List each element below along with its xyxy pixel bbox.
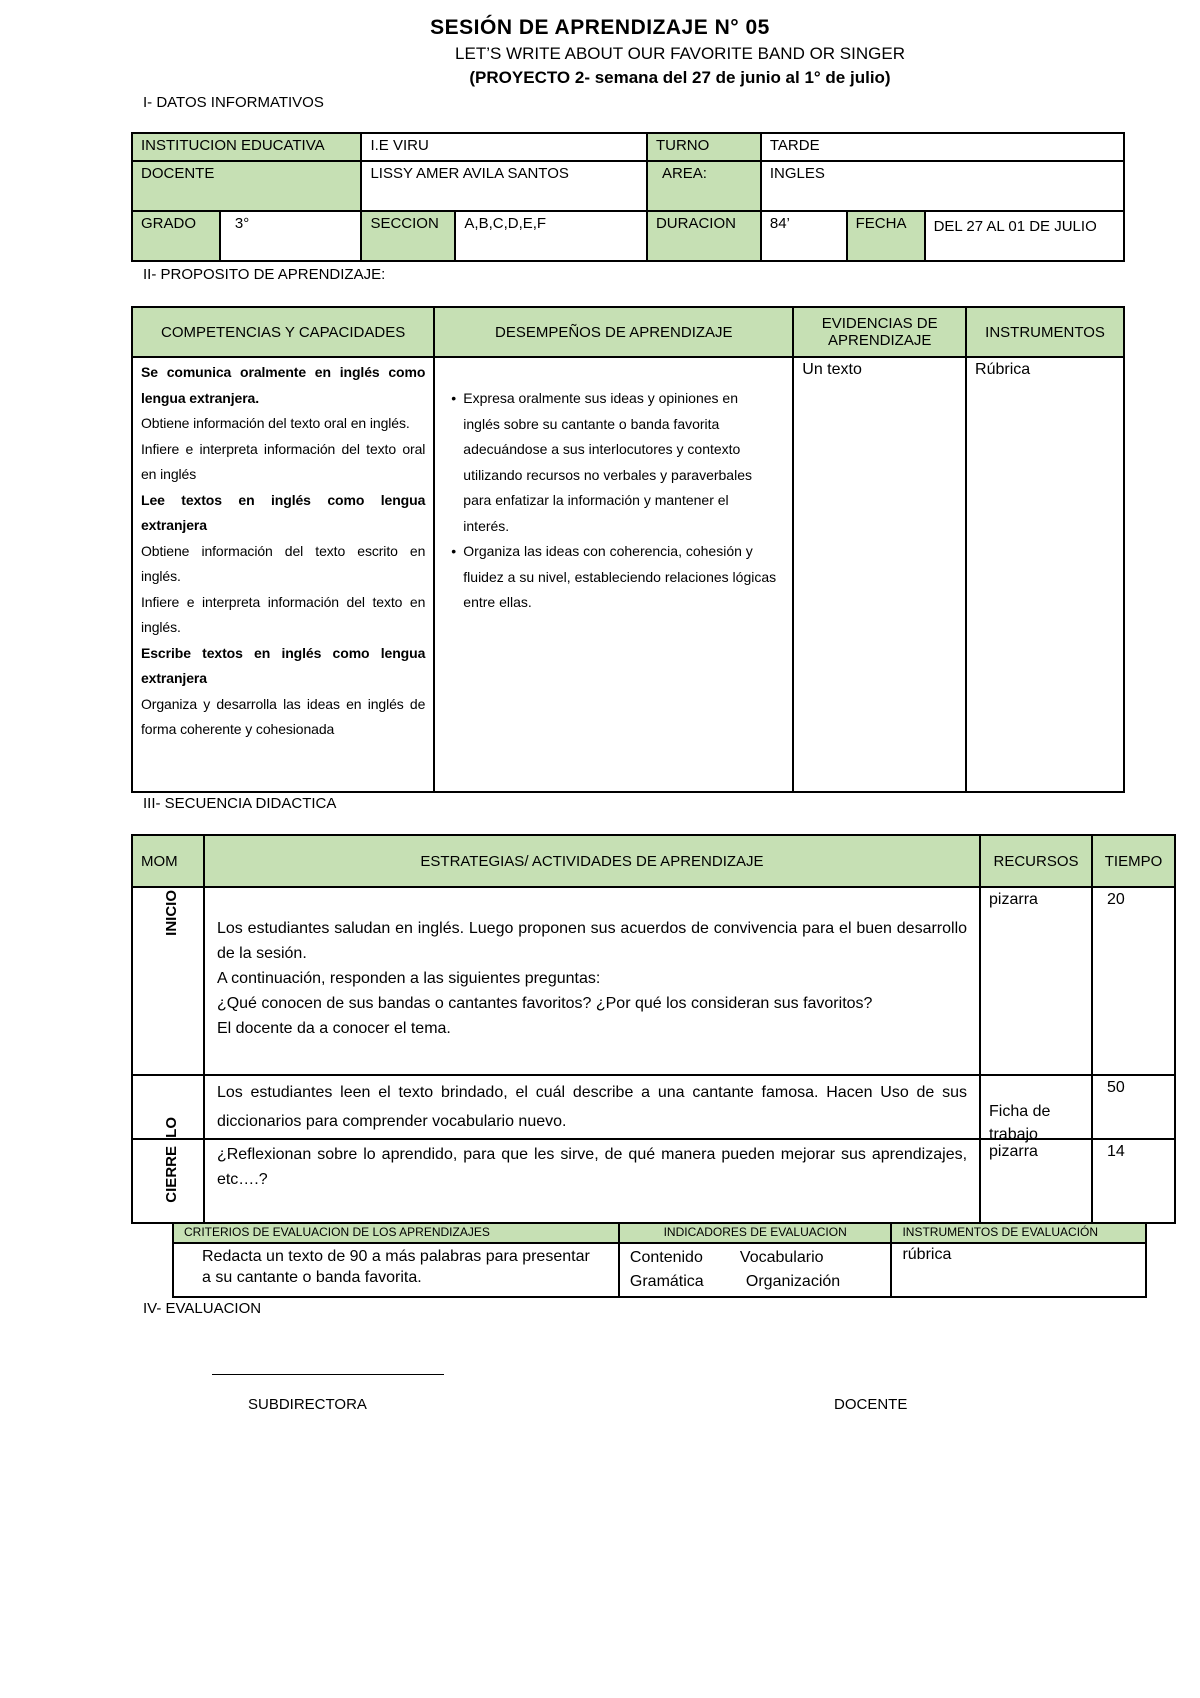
competencia-item: Infiere e interpreta información del texto en inglés. — [141, 593, 426, 635]
inicio-label: INICIO — [163, 890, 180, 936]
activity-line: A continuación, responden a las siguientes preguntas: — [216, 970, 601, 987]
area-value: INGLES — [761, 161, 1124, 211]
fecha-label: FECHA — [847, 211, 925, 261]
duracion-value: 84’ — [761, 211, 847, 261]
competencia-item: Organiza y desarrolla las ideas en inglés de forma coherente y cohesionada — [141, 695, 426, 737]
competencia-item: Lee textos en inglés como lengua extranjera — [141, 491, 426, 533]
inicio-tiempo: 20 — [1092, 887, 1175, 1075]
indicador-contenido: Contenido — [629, 1249, 703, 1266]
cierre-activities: ¿Reflexionan sobre lo aprendido, para que les sirve, de qué manera pueden mejorar sus aprendizajes, etc….? — [204, 1139, 980, 1223]
header-competencias: COMPETENCIAS Y CAPACIDADES — [132, 307, 434, 357]
cierre-recurso: pizarra — [980, 1139, 1092, 1223]
fecha-value: DEL 27 AL 01 DE JULIO — [925, 211, 1124, 261]
turno-label: TURNO — [647, 133, 761, 161]
criterio-value: Redacta un texto de 90 a más palabras para presentar a su cantante o banda favorita. — [173, 1243, 619, 1297]
desarrollo-label: LO — [163, 1117, 180, 1138]
header-estrategias: ESTRATEGIAS/ ACTIVIDADES DE APRENDIZAJE — [204, 835, 980, 887]
competencia-item: Se comunica oralmente en inglés como lengua extranjera. — [141, 364, 426, 406]
competencias-cell — [132, 357, 434, 792]
instrumento-value: Rúbrica — [966, 357, 1124, 792]
header-criterios: CRITERIOS DE EVALUACION DE LOS APRENDIZAJES — [173, 1223, 619, 1243]
header-desempenos: DESEMPEÑOS DE APRENDIZAJE — [434, 307, 793, 357]
bullet-icon: • — [451, 390, 457, 406]
competencia-item: Obtiene información del texto oral en inglés. — [141, 415, 410, 431]
header-recursos: RECURSOS — [980, 835, 1092, 887]
seccion-label: SECCION — [361, 211, 455, 261]
grado-label: GRADO — [132, 211, 220, 261]
desarrollo-activities: Los estudiantes leen el texto brindado, el cuál describe a una cantante famosa. Hacen Uso de sus diccionarios para comprender vocabulario nuevo. — [204, 1075, 980, 1139]
desempenos-cell — [434, 357, 793, 792]
bullet-icon: • — [451, 543, 457, 559]
section-secuencia-heading: III- SECUENCIA DIDACTICA — [143, 795, 337, 812]
indicador-organizacion: Organización — [745, 1273, 841, 1290]
competencia-item: Infiere e interpreta información del texto oral en inglés — [141, 440, 426, 482]
desarrollo-tiempo: 50 — [1092, 1075, 1175, 1139]
desarrollo-recurso: Ficha de trabajo — [980, 1075, 1092, 1139]
cierre-label: CIERRE — [163, 1146, 180, 1203]
activity-line: El docente da a conocer el tema. — [216, 1020, 451, 1037]
section-datos-heading: I- DATOS INFORMATIVOS — [143, 94, 324, 111]
cierre-moment — [132, 1139, 204, 1223]
section-proposito-heading: II- PROPOSITO DE APRENDIZAJE: — [143, 266, 386, 283]
header-tiempo: TIEMPO — [1092, 835, 1175, 887]
header-instrumentos: INSTRUMENTOS — [966, 307, 1124, 357]
desempeno-item: • Expresa oralmente sus ideas y opiniones en inglés sobre su cantante o banda favorita adecuándose a sus interlocutores y contexto utilizando recursos no verbales y paraverbales para enfatizar la información y mantener el interés. — [463, 386, 778, 539]
datos-table — [131, 132, 1125, 262]
secuencia-table — [131, 834, 1176, 1224]
header-instrumentos-eval: INSTRUMENTOS DE EVALUACIÓN — [891, 1223, 1146, 1243]
indicadores-cell — [619, 1243, 892, 1297]
signature-line — [212, 1374, 444, 1375]
project-line: (PROYECTO 2- semana del 27 de junio al 1° de julio) — [469, 68, 891, 87]
cierre-tiempo: 14 — [1092, 1139, 1175, 1223]
seccion-value: A,B,C,D,E,F — [455, 211, 647, 261]
desempeno-item: • Organiza las ideas con coherencia, cohesión y fluidez a su nivel, estableciendo relaciones lógicas entre ellas. — [463, 539, 778, 616]
competencia-item: Escribe textos en inglés como lengua extranjera — [141, 644, 426, 686]
signature-subdirectora: SUBDIRECTORA — [248, 1396, 367, 1413]
header-indicadores: INDICADORES DE EVALUACION — [619, 1223, 892, 1243]
inicio-moment — [132, 887, 204, 1075]
inicio-recurso: pizarra — [980, 887, 1092, 1075]
evidencia-value: Un texto — [793, 357, 966, 792]
indicador-vocabulario: Vocabulario — [739, 1249, 824, 1266]
grado-value: 3° — [220, 211, 362, 261]
proposito-table — [131, 306, 1125, 793]
docente-label: DOCENTE — [132, 161, 361, 211]
turno-value: TARDE — [761, 133, 1124, 161]
header-mom: MOM — [132, 835, 204, 887]
header-evidencias: EVIDENCIAS DE APRENDIZAJE — [793, 307, 966, 357]
competencia-item: Obtiene información del texto escrito en inglés. — [141, 542, 426, 584]
inicio-activities — [204, 887, 980, 1075]
ie-value: I.E VIRU — [361, 133, 647, 161]
area-label: AREA: — [647, 161, 761, 211]
document-title: SESIÓN DE APRENDIZAJE N° 05 — [430, 16, 770, 39]
duracion-label: DURACION — [647, 211, 761, 261]
signature-docente: DOCENTE — [834, 1396, 908, 1413]
indicador-gramatica: Gramática — [629, 1273, 704, 1290]
docente-value: LISSY AMER AVILA SANTOS — [361, 161, 647, 211]
section-evaluacion-heading: IV- EVALUACION — [143, 1300, 262, 1317]
ie-label: INSTITUCION EDUCATIVA — [132, 133, 361, 161]
activity-line: ¿Qué conocen de sus bandas o cantantes favoritos? ¿Por qué los consideran sus favoritos? — [216, 995, 873, 1012]
document-subtitle: LET’S WRITE ABOUT OUR FAVORITE BAND OR SINGER — [455, 44, 905, 63]
desarrollo-moment — [132, 1075, 204, 1139]
instrumento-eval-value: rúbrica — [891, 1243, 1146, 1297]
criterios-table — [172, 1222, 1147, 1298]
activity-line: Los estudiantes saludan en inglés. Luego proponen sus acuerdos de convivencia para el buen desarrollo de la sesión. — [216, 920, 968, 962]
